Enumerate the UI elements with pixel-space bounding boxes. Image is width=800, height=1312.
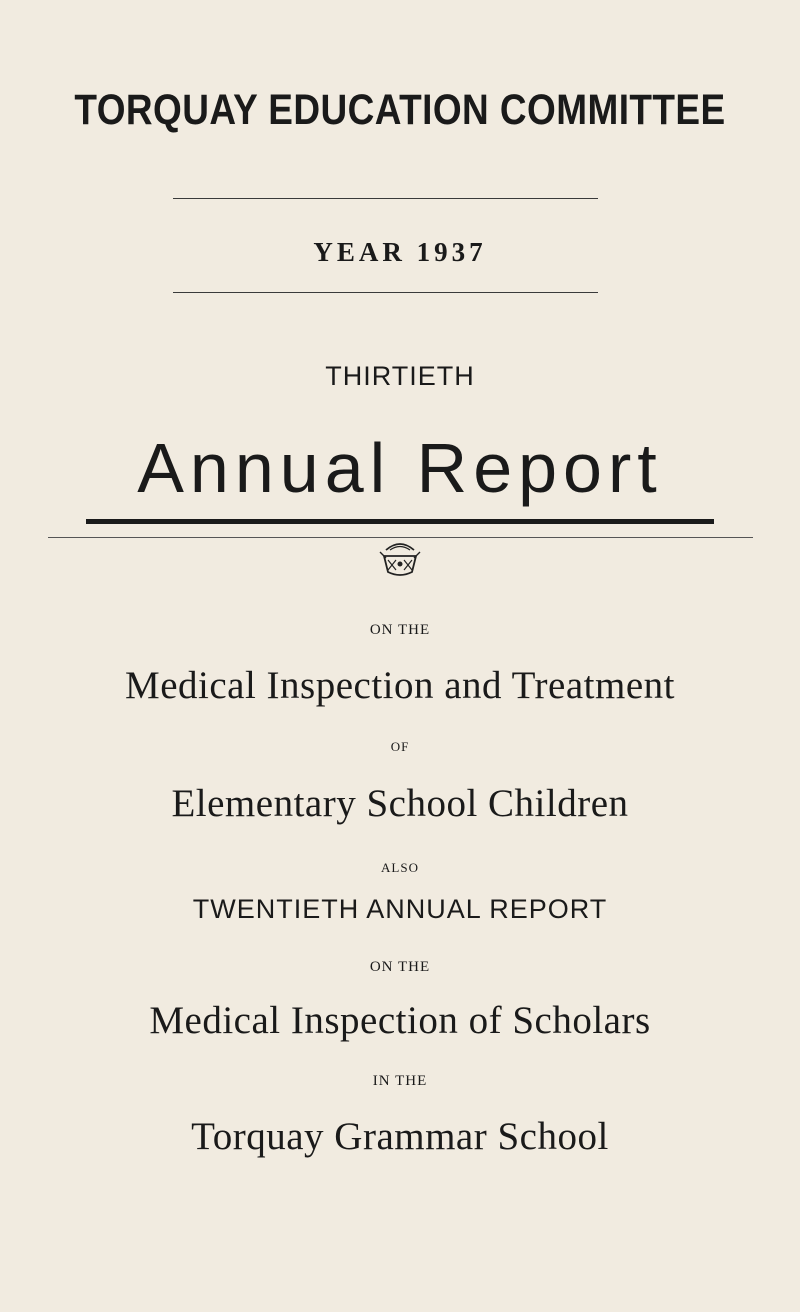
report-ordinal: THIRTIETH [325,361,475,391]
second-report-title: TWENTIETH ANNUAL REPORT [192,894,608,924]
label-in-the: IN THE [372,1073,428,1089]
label-of: OF [390,739,410,754]
label-on-the-2: ON THE [369,959,431,975]
subject-elementary-children: Elementary School Children [171,782,629,825]
label-also: ALSO [381,860,419,875]
year-heading: YEAR 1937 [313,237,487,267]
school-name: Torquay Grammar School [191,1115,609,1158]
label-on-the: ON THE [369,622,431,638]
committee-heading: TORQUAY EDUCATION COMMITTEE [74,86,726,134]
borough-crest-icon [376,538,424,580]
subject-medical-treatment: Medical Inspection and Treatment [125,664,675,707]
divider-top [173,198,598,199]
report-title: Annual Report [137,429,663,507]
subject-medical-scholars: Medical Inspection of Scholars [149,999,651,1042]
divider-bottom [173,292,598,293]
title-underline [86,519,714,524]
